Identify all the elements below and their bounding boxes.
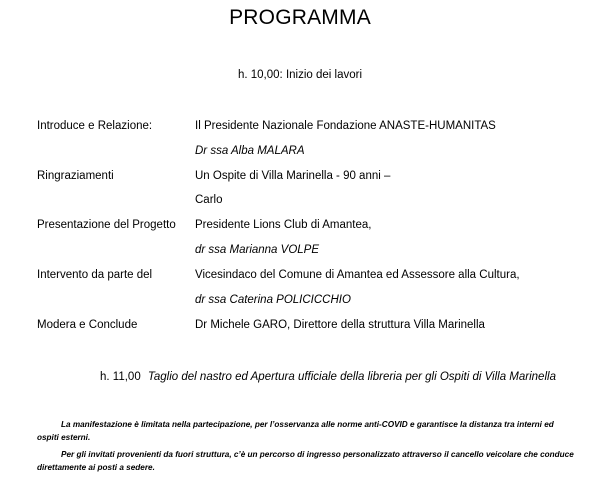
speaker-name: dr ssa Marianna VOLPE [195, 244, 320, 256]
role-label: Presentazione del Progetto [37, 219, 176, 231]
page-title: PROGRAMMA [229, 6, 371, 29]
speaker-name: Dr ssa Alba MALARA [195, 145, 305, 157]
speaker-name: Carlo [195, 194, 223, 206]
ceremony-description: Taglio del nastro ed Apertura ufficiale della libreria per gli Ospiti di Villa Marinella [147, 371, 556, 383]
program-row [0, 120, 600, 136]
access-note: Per gli invitati provenienti da fuori struttura, c’è un percorso di ingresso personalizzato attraverso il cancello veicolare che conduce direttamente ai posti a sedere. [37, 450, 574, 472]
role-label: Modera e Conclude [37, 319, 138, 331]
speaker-text: Vicesindaco del Comune di Amantea ed Assessore alla Cultura, [195, 269, 520, 281]
ceremony-time: h. 11,00 [100, 371, 141, 383]
speaker-text: Un Ospite di Villa Marinella - 90 anni – [195, 170, 391, 182]
ceremony-line [100, 371, 556, 383]
role-label: Intervento da parte del [37, 269, 153, 281]
covid-note: La manifestazione è limitata nella partecipazione, per l’osservanza alle norme anti-COVID e garantisce la distanza tra interni ed ospiti esterni. [37, 420, 554, 442]
speaker-text: Presidente Lions Club di Amantea, [195, 219, 372, 231]
start-time-line: h. 10,00: Inizio dei lavori [237, 69, 363, 81]
program-row [0, 194, 600, 210]
program-row [0, 219, 600, 235]
speaker-text: Il Presidente Nazionale Fondazione ANASTE-HUMANITAS [195, 120, 496, 132]
program-row [0, 244, 600, 260]
role-label: Ringraziamenti [37, 170, 114, 182]
program-row [0, 170, 600, 186]
speaker-text: Dr Michele GARO, Direttore della struttura Villa Marinella [195, 319, 485, 331]
speaker-name: dr ssa Caterina POLICICCHIO [195, 294, 351, 306]
program-row [0, 319, 600, 335]
program-row [0, 145, 600, 161]
program-row [0, 294, 600, 310]
role-label: Introduce e Relazione: [37, 120, 153, 132]
program-row [0, 269, 600, 285]
